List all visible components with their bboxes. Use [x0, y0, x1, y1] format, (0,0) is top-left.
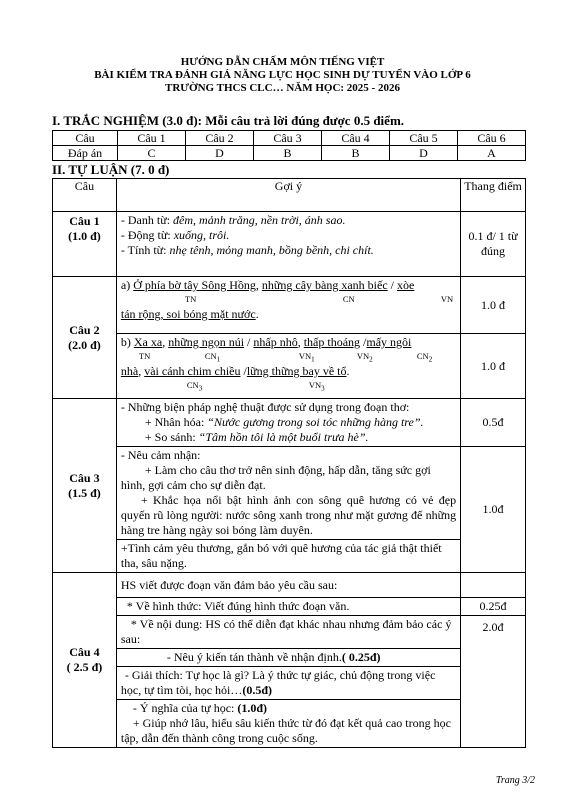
q3-personification-label: + Nhân hóa: — [144, 415, 208, 429]
q2b-tn: Xa xa — [133, 335, 163, 349]
q2b-tag-cn3-sub: 3 — [198, 384, 203, 393]
q1-label-text: Câu 1 — [69, 214, 100, 228]
col-head-hint: Gợi ý — [116, 179, 460, 212]
section2-title: II. TỰ LUẬN (7. 0 đ) — [52, 162, 170, 177]
q4-content-row — [53, 616, 526, 649]
q3-label-text: Câu 3 — [69, 470, 100, 485]
q2a-tag-cn: CN — [342, 294, 355, 304]
q3-simile-quote: “Tâm hồn tôi là một buổi trưa hè”. — [198, 430, 369, 444]
q2b-tag-vn3-sub: 3 — [321, 384, 325, 393]
q2b-vn3: lững thững bay về tổ — [246, 364, 347, 378]
q2b-tag-cn2 — [417, 350, 432, 366]
q4-explain-pts: (0.5đ) — [242, 683, 273, 697]
q2b-tag-vn3 — [309, 379, 325, 395]
essay-header-row — [53, 179, 526, 212]
q2b-sentence-line1 — [121, 335, 456, 350]
q2b-prefix: b) — [120, 335, 134, 349]
q1-adj-label: - Tính từ: — [120, 243, 170, 257]
question-cell: Câu 6 — [458, 131, 526, 146]
page-number: Trang 3/2 — [495, 775, 535, 786]
col-head-question: Câu — [53, 179, 117, 212]
q2b-cn2-2: nhà — [120, 364, 139, 378]
q2a-sentence-line2 — [121, 307, 456, 322]
answer-cell: B — [254, 146, 322, 161]
question-cell: Câu 4 — [322, 131, 390, 146]
q2b-tags-1 — [121, 350, 456, 364]
q3-p1-line1: - Những biện pháp nghệ thuật được sử dụng trong đoạn thơ: — [120, 400, 410, 414]
q2b-row — [53, 334, 526, 399]
q2a-end: . — [255, 307, 259, 321]
q4-explain — [116, 667, 460, 700]
q1-hint — [116, 212, 460, 277]
doc-title: HƯỚNG DẪN CHẤM MÔN TIẾNG VIỆT — [180, 56, 385, 68]
q4-opinion-row — [53, 649, 526, 667]
q4-form: * Về hình thức: Viết đúng hình thức đoạn văn. — [116, 598, 460, 616]
q3-p2-line3: + Khắc họa nổi bật hình ảnh con sông quê hương có vẻ đẹp quyến rũ lòng người: nước sông xanh trong như mặt gương để những hàng tre hàng ngày soi bóng làm duyên. — [120, 493, 457, 537]
q4-label — [53, 573, 117, 748]
answer-cell: D — [390, 146, 458, 161]
q2b-cn1: những ngọn núi — [168, 335, 245, 349]
q4-meaning-row — [53, 700, 526, 748]
q4-meaning-pts: (1.0đ) — [237, 701, 268, 715]
q2b-cn3: vài cánh chim chiều — [144, 364, 241, 378]
q2a-vn-1: xòe — [397, 278, 415, 292]
q2b-sep3: , — [297, 335, 304, 349]
q2a-tn: Ở phía bờ tây Sông Hồng — [133, 278, 256, 292]
q4-meaning-line — [121, 701, 456, 716]
q2b-tag-vn1 — [299, 350, 315, 366]
answer-cell: C — [118, 146, 186, 161]
question-cell: Câu 5 — [390, 131, 458, 146]
q1-points: (1.0 đ) — [68, 229, 101, 243]
q2b-tag-vn2 — [357, 350, 373, 366]
q3-part2-row — [53, 447, 526, 540]
q2a-sep1: , — [255, 278, 262, 292]
doc-subtitle: BÀI KIỂM TRA ĐÁNH GIÁ NĂNG LỰC HỌC SINH DỰ TUYỂN VÀO LỚP 6 — [94, 69, 471, 81]
col-head-score: Thang điểm — [461, 179, 526, 212]
q1-label — [53, 212, 117, 277]
q2b-tag-cn1 — [205, 350, 220, 366]
q4-explain-row — [53, 667, 526, 700]
q3-label — [53, 399, 117, 573]
q2b-tags-2 — [121, 379, 456, 393]
q2b-tag-cn1-sub: 1 — [216, 355, 221, 364]
q2b-sep2: / — [244, 335, 254, 349]
q4-opinion-text: - Nêu ý kiến tán thành về nhận định. — [166, 650, 342, 664]
section1-title: I. TRẮC NGHIỆM (3.0 đ): Mỗi câu trả lời đúng được 0.5 điểm. — [52, 113, 405, 128]
question-row — [53, 131, 526, 146]
q3-part1-score: 0.5đ — [461, 399, 526, 447]
q2b-score: 1.0 đ — [461, 334, 526, 399]
question-cell: Câu 2 — [186, 131, 254, 146]
q4-points: ( 2.5 đ) — [66, 660, 103, 674]
q1-adj-words: nhẹ tênh, mỏng manh, bồng bềnh, chi chít. — [169, 243, 374, 257]
q4-content-score: 2.0đ — [461, 616, 526, 748]
q3-part1-row — [53, 399, 526, 447]
q2b-vn1: nhấp nhô — [253, 335, 298, 349]
q1-noun-words: đêm, mảnh trăng, nền trời, ánh sao. — [173, 213, 346, 227]
q4-intro: HS viết được đoạn văn đảm bảo yêu cầu sau: — [116, 573, 460, 598]
answer-cell: D — [186, 146, 254, 161]
q2a-row — [53, 277, 526, 334]
q2a-sentence-line1 — [121, 278, 456, 293]
answer-cell: B — [322, 146, 390, 161]
q2b-vn2: thấp thoáng — [303, 335, 361, 349]
q2b-cn2-1: mấy ngôi — [366, 335, 412, 349]
q2b-tag-vn2-text: VN — [356, 351, 370, 361]
q2a-vn-2: tán rộng, soi bóng mặt nước — [120, 307, 256, 321]
answer-row — [53, 146, 526, 161]
q2b-sep6: / — [240, 364, 247, 378]
q4-form-score: 0.25đ — [461, 598, 526, 616]
q2-points: (2.0 đ) — [68, 337, 101, 352]
q2b-sep5: , — [138, 364, 145, 378]
q4-opinion-pts: ( 0.25đ) — [341, 650, 381, 664]
q1-verbs — [121, 228, 456, 243]
q3-part2-hint — [116, 447, 460, 540]
q2b-sentence-line2 — [121, 364, 456, 379]
essay-table — [52, 178, 526, 748]
q2b-tag-cn2-sub: 2 — [428, 355, 433, 364]
q3-part2-score: 1.0đ — [461, 447, 526, 573]
q1-score: 0.1 đ/ 1 từ đúng — [461, 212, 526, 277]
q2b-sep4: / — [360, 335, 367, 349]
q1-nouns — [121, 213, 456, 228]
q4-label-text: Câu 4 — [69, 645, 100, 659]
school-year: TRƯỜNG THCS CLC… NĂM HỌC: 2025 - 2026 — [165, 82, 400, 94]
q4-benefit: + Giúp nhớ lâu, hiểu sâu kiến thức từ đó đạt kết quả cao trong học tập, dẫn đến thành công trong cuộc sống. — [120, 716, 451, 745]
q2b-tag-tn: TN — [138, 351, 151, 361]
q3-personification-quote: “Nước gương trong soi tóc những hàng tre”. — [207, 415, 424, 429]
q4-meaning — [116, 700, 460, 748]
answer-cell: A — [458, 146, 526, 161]
q1-verb-words: xuống, trôi. — [173, 228, 230, 242]
q3-part3-hint: +Tình cảm yêu thương, gắn bó với quê hương của tác giả thật thiết tha, sâu nặng. — [116, 540, 460, 573]
question-cell: Câu 3 — [254, 131, 322, 146]
q2-label-text: Câu 2 — [69, 322, 100, 337]
q2b-tag-cn1-text: CN — [204, 351, 217, 361]
q2b-hint — [116, 334, 460, 399]
q2b-tag-cn2-text: CN — [416, 351, 429, 361]
q2a-prefix: a) — [120, 278, 134, 292]
q3-simile-label: + So sánh: — [144, 430, 199, 444]
q2b-tag-cn3 — [187, 379, 202, 395]
q2b-sep1: , — [162, 335, 169, 349]
q1-adjs — [121, 243, 456, 258]
q2a-tags — [121, 293, 456, 307]
q2b-tag-vn3-text: VN — [308, 380, 322, 390]
q4-explain-text: - Giải thích: Tự học là gì? Là ý thức tự giác, chủ động trong việc học, tự tìm tòi, học hỏi… — [120, 668, 436, 697]
row-label-answer: Đáp án — [53, 146, 118, 161]
q2b-tag-vn1-sub: 1 — [311, 355, 315, 364]
q1-verb-label: - Động từ: — [120, 228, 174, 242]
q2-label — [53, 277, 117, 399]
q4-intro-score — [461, 573, 526, 598]
q4-meaning-text: - Ý nghĩa của tự học: — [132, 701, 238, 715]
q3-p2-line2: + Làm cho câu thơ trở nên sinh động, hấp dẫn, tăng sức gợi hình, gợi cảm cho sự diễn đạt. — [120, 463, 431, 492]
q2a-cn: những cây bàng xanh biếc — [261, 278, 388, 292]
q2a-tag-tn: TN — [184, 294, 197, 304]
q2b-tag-vn1-text: VN — [298, 351, 312, 361]
q2a-tag-vn: VN — [440, 294, 454, 304]
q3-part1-hint — [116, 399, 460, 447]
q4-intro-row — [53, 573, 526, 598]
q4-form-row — [53, 598, 526, 616]
q1-noun-label: - Danh từ: — [120, 213, 174, 227]
q3-p1-line2 — [121, 415, 456, 430]
q3-points: (1.5 đ) — [68, 485, 101, 500]
q3-p2-line1: - Nêu cảm nhận: — [120, 448, 201, 462]
q2b-tag-vn2-sub: 2 — [369, 355, 373, 364]
q2b-tag-cn3-text: CN — [186, 380, 199, 390]
q3-p1-line3 — [121, 430, 456, 445]
q4-opinion — [116, 649, 460, 667]
q3-part3-row — [53, 540, 526, 573]
q2a-sep2: / — [387, 278, 398, 292]
question-cell: Câu 1 — [118, 131, 186, 146]
q2a-score: 1.0 đ — [461, 277, 526, 334]
q2b-end: . — [346, 364, 350, 378]
q2a-hint — [116, 277, 460, 334]
q1-row — [53, 212, 526, 277]
q4-content: * Về nội dung: HS có thể diễn đạt khác nhau nhưng đảm bảo các ý sau: — [116, 616, 460, 649]
multiple-choice-table — [52, 130, 526, 161]
row-label-question: Câu — [53, 131, 118, 146]
